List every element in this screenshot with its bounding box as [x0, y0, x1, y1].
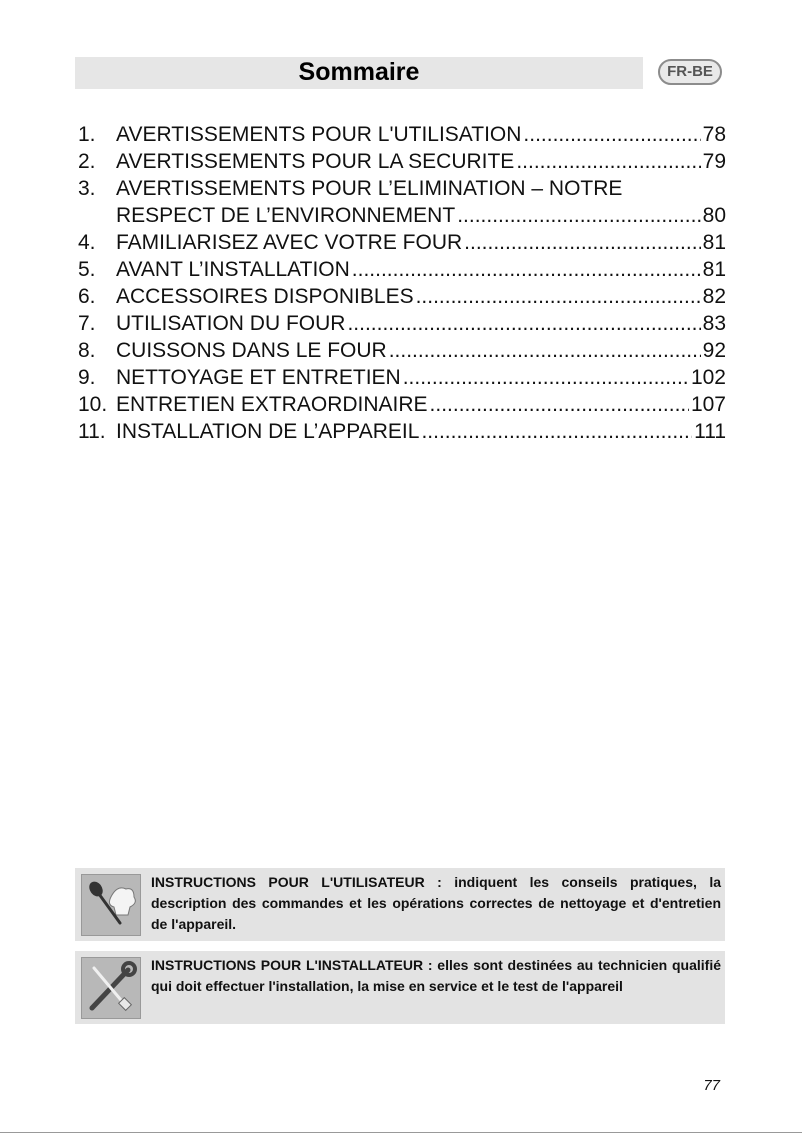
page-number: 77: [703, 1077, 720, 1094]
toc-title: AVERTISSEMENTS POUR LA SECURITE: [116, 150, 515, 173]
toc-page: 83: [702, 312, 726, 335]
toc-entry[interactable]: [78, 256, 726, 283]
toc-entry[interactable]: [78, 121, 726, 148]
toc-leader: [416, 283, 701, 310]
toc-number: 4.: [78, 231, 96, 254]
toc-number: 6.: [78, 285, 96, 308]
toc-title: ACCESSOIRES DISPONIBLES: [116, 285, 414, 308]
installer-instructions-note: [75, 951, 725, 1024]
wrench-screwdriver-icon: [81, 957, 141, 1019]
toc-leader: [352, 256, 701, 283]
toc-number: 3.: [78, 177, 96, 200]
toc-leader: [430, 391, 689, 418]
toc-page: 79: [702, 150, 726, 173]
toc-leader: [457, 202, 700, 229]
toc-leader: [421, 418, 692, 445]
toc-title: NETTOYAGE ET ENTRETIEN: [116, 366, 401, 389]
toc-title: CUISSONS DANS LE FOUR: [116, 339, 387, 362]
toc-page: 78: [702, 123, 726, 146]
toc-entry[interactable]: [78, 418, 726, 445]
toc-title: AVERTISSEMENTS POUR L’ELIMINATION – NOTRE: [116, 177, 623, 200]
toc-title: ENTRETIEN EXTRAORDINAIRE: [116, 393, 428, 416]
page-title: Sommaire: [298, 58, 420, 86]
toc-number: 8.: [78, 339, 96, 362]
toc-leader: [347, 310, 700, 337]
toc-entry[interactable]: [78, 175, 726, 202]
toc-title-continuation: RESPECT DE L’ENVIRONNEMENT: [116, 204, 456, 227]
toc-page: 81: [702, 231, 726, 254]
toc-number: 9.: [78, 366, 96, 389]
toc-number: 5.: [78, 258, 96, 281]
toc-entry[interactable]: [78, 364, 726, 391]
title-bar: [75, 57, 643, 89]
toc-number: 2.: [78, 150, 96, 173]
toc-title: UTILISATION DU FOUR: [116, 312, 346, 335]
toc-entry-continuation[interactable]: [78, 202, 726, 229]
toc-entry[interactable]: [78, 337, 726, 364]
language-badge: FR-BE: [658, 59, 722, 85]
toc-title: AVANT L’INSTALLATION: [116, 258, 350, 281]
user-instructions-text: INSTRUCTIONS POUR L'UTILISATEUR : indiquent les conseils pratiques, la description des commandes et les opérations correctes de nettoyage et d'entretien de l'appareil.: [151, 874, 721, 932]
toc-entry[interactable]: [78, 229, 726, 256]
toc-leader: [403, 364, 689, 391]
toc-page: 82: [702, 285, 726, 308]
toc-title: AVERTISSEMENTS POUR L'UTILISATION: [116, 123, 522, 146]
toc-title: INSTALLATION DE L’APPAREIL: [116, 420, 420, 443]
toc-leader: [516, 148, 700, 175]
toc-page: 102: [690, 366, 726, 389]
user-instructions-note: [75, 868, 725, 941]
toc-leader: [389, 337, 701, 364]
toc-entry[interactable]: [78, 283, 726, 310]
toc-number: 1.: [78, 123, 96, 146]
toc-title: FAMILIARISEZ AVEC VOTRE FOUR: [116, 231, 463, 254]
toc-number: 11.: [78, 420, 106, 443]
toc-page: 111: [694, 420, 726, 443]
toc-number: 7.: [78, 312, 96, 335]
toc-page: 107: [690, 393, 726, 416]
toc-entry[interactable]: [78, 391, 726, 418]
table-of-contents: [78, 121, 726, 445]
toc-leader: [464, 229, 700, 256]
chef-spoon-icon: [81, 874, 141, 936]
toc-page: 80: [702, 204, 726, 227]
installer-instructions-text: INSTRUCTIONS POUR L'INSTALLATEUR : elles sont destinées au technicien qualifié qui doit effectuer l'installation, la mise en service et le test de l'appareil: [151, 957, 721, 994]
toc-number: 10.: [78, 393, 108, 416]
toc-page: 81: [702, 258, 726, 281]
toc-entry[interactable]: [78, 310, 726, 337]
toc-page: 92: [702, 339, 726, 362]
toc-entry[interactable]: [78, 148, 726, 175]
toc-leader: [523, 121, 700, 148]
bottom-rule: [0, 1132, 802, 1133]
